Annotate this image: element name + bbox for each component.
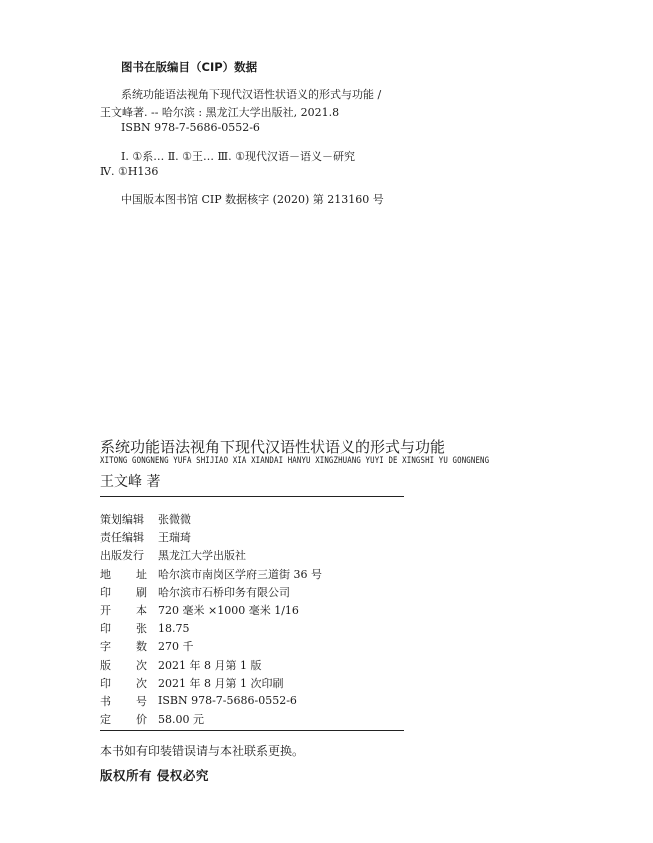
meta-label-part: 责任编辑 — [100, 531, 144, 545]
meta-label — [100, 584, 147, 600]
meta-row — [100, 546, 322, 564]
meta-label-part: 址 — [136, 567, 147, 581]
meta-label-part: 本 — [136, 604, 147, 618]
meta-label — [100, 511, 158, 527]
copyright-notice: 版权所有 侵权必究 — [100, 768, 209, 783]
divider-bottom — [100, 730, 404, 731]
meta-value: 270 千 — [158, 640, 194, 654]
publication-details — [100, 510, 322, 728]
meta-value: 王瑞琦 — [158, 531, 191, 545]
book-title: 系统功能语法视角下现代汉语性状语义的形式与功能 — [100, 438, 446, 456]
meta-label — [100, 620, 147, 636]
meta-label-part: 出版发行 — [100, 549, 144, 563]
meta-label-part: 价 — [136, 713, 147, 727]
cip-title-line: 系统功能语法视角下现代汉语性状语义的形式与功能 / — [121, 88, 382, 101]
meta-label-part: 定 — [100, 713, 111, 727]
meta-value: 18.75 — [158, 621, 190, 635]
meta-label — [100, 602, 147, 618]
meta-label-part: 策划编辑 — [100, 513, 144, 527]
meta-label-part: 书 — [100, 694, 111, 708]
meta-row — [100, 674, 322, 692]
meta-label — [100, 693, 147, 709]
meta-label — [100, 638, 147, 654]
meta-label — [100, 675, 147, 691]
meta-row — [100, 583, 322, 601]
cip-subject-line: Ⅰ. ①系… Ⅱ. ①王… Ⅲ. ①现代汉语－语义－研究 — [121, 150, 355, 163]
cip-author-publisher-line: 王文峰著. -- 哈尔滨 : 黑龙江大学出版社, 2021.8 — [100, 106, 340, 119]
meta-row — [100, 692, 322, 710]
meta-row — [100, 601, 322, 619]
meta-row — [100, 565, 322, 583]
meta-value: 58.00 元 — [158, 713, 204, 727]
meta-label-part: 字 — [100, 640, 111, 654]
meta-label-part: 地 — [100, 567, 111, 581]
meta-value: ISBN 978-7-5686-0552-6 — [158, 694, 297, 708]
meta-label-part: 印 — [100, 676, 111, 690]
meta-label-part: 号 — [136, 694, 147, 708]
meta-value: 2021 年 8 月第 1 版 — [158, 658, 262, 672]
meta-label — [100, 657, 147, 673]
meta-value: 2021 年 8 月第 1 次印刷 — [158, 676, 284, 690]
meta-value: 黑龙江大学出版社 — [158, 549, 246, 563]
meta-value: 720 毫米 ×1000 毫米 1/16 — [158, 604, 299, 618]
meta-label — [100, 529, 158, 545]
meta-row — [100, 637, 322, 655]
cip-record-number: 中国版本图书馆 CIP 数据核字 (2020) 第 213160 号 — [121, 193, 384, 206]
meta-value: 哈尔滨市南岗区学府三道街 36 号 — [158, 567, 322, 581]
book-title-pinyin: XITONG GONGNENG YUFA SHIJIAO XIA XIANDAI HANYU XINGZHUANG YUYI DE XINGSHI YU GONGNENG — [100, 456, 490, 466]
cip-heading: 图书在版编目（CIP）数据 — [121, 60, 258, 74]
cip-classification-line: Ⅳ. ①H136 — [100, 165, 159, 178]
meta-value: 哈尔滨市石桥印务有限公司 — [158, 585, 290, 599]
meta-row — [100, 528, 322, 546]
meta-label — [100, 547, 158, 563]
meta-label-part: 印 — [100, 585, 111, 599]
cip-isbn-line: ISBN 978-7-5686-0552-6 — [121, 121, 260, 134]
meta-label-part: 版 — [100, 658, 111, 672]
meta-label — [100, 566, 147, 582]
meta-label-part: 开 — [100, 604, 111, 618]
meta-label-part: 数 — [136, 640, 147, 654]
meta-value: 张微微 — [158, 513, 191, 527]
meta-label-part: 印 — [100, 622, 111, 636]
misprint-notice: 本书如有印装错误请与本社联系更换。 — [100, 744, 305, 758]
meta-row — [100, 510, 322, 528]
meta-row — [100, 710, 322, 728]
meta-label-part: 次 — [136, 658, 147, 672]
meta-label — [100, 711, 147, 727]
book-author: 王文峰 著 — [100, 474, 161, 490]
meta-label-part: 次 — [136, 676, 147, 690]
divider-top — [100, 496, 404, 497]
meta-row — [100, 619, 322, 637]
meta-label-part: 刷 — [136, 585, 147, 599]
meta-row — [100, 656, 322, 674]
meta-label-part: 张 — [136, 622, 147, 636]
